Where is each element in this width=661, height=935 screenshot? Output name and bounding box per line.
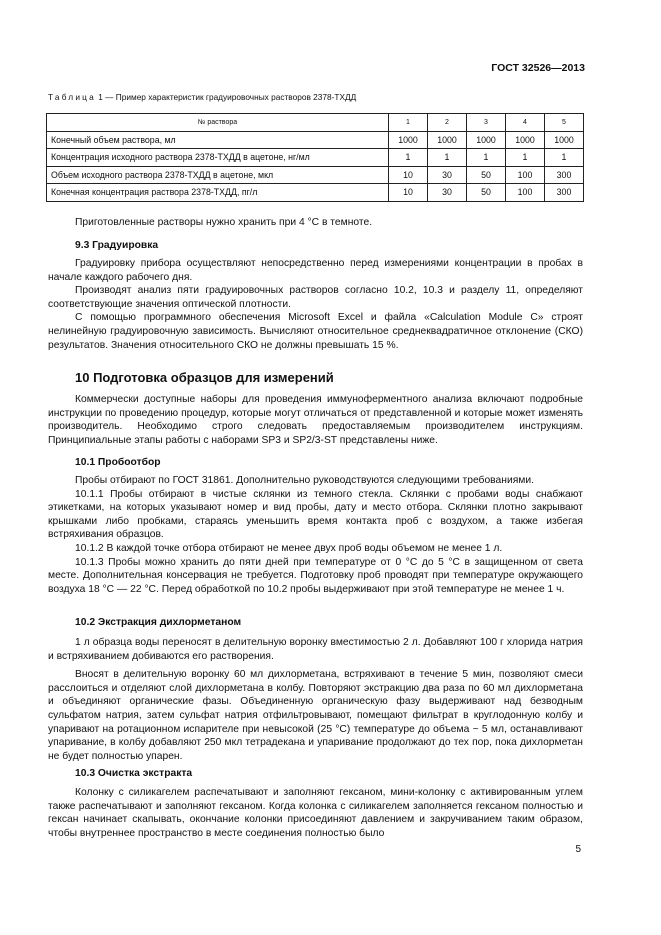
table-row (47, 149, 584, 167)
table-cell: 100 (506, 166, 545, 184)
paragraph: Вносят в делительную воронку 60 мл дихлорметана, встряхивают в течение 5 мин, позволяют смеси расслоиться и отделяют слой дихлорметана в колбу. Повторяют экстракцию два раза по 60 мл дихлорметана и объединяют органические фазы. Объединенную органическую фазу выдерживают над безводным сульфатом натрия, затем сульфат натрия отфильтровывают, помещают фильтрат в круглодонную колбу и упаривают на ротационном испарителе при невысокой (25 °С) температуре до объема ~ 5 мл, останавливают упаривание, в колбу добавляют 250 мкл тетрадекана и упаривание продолжают до тех пор, пока дихлорметан не будет полностью упарен. (48, 669, 583, 762)
table-cell: 10 (389, 184, 428, 202)
table-header-cell: 3 (467, 114, 506, 132)
table-caption (48, 92, 356, 102)
table-cell: 300 (545, 166, 584, 184)
section-10-1-body (48, 474, 583, 596)
section-heading-10-3: 10.3 Очистка экстракта (75, 768, 193, 779)
row-label: Конечный объем раствора, мл (47, 131, 389, 149)
paragraph: Коммерчески доступные наборы для проведения иммуноферментного анализа включают подробные инструкции по проведению процедур, которые могут отличаться от представленной и которые может изменять производитель. Необходимо строго следовать предоставляемым производителем инструкциям. Принципиальные этапы работы с наборами SP3 и SP2/3-ST представлены ниже. (48, 394, 583, 446)
table-cell: 10 (389, 166, 428, 184)
section-heading-9-3: 9.3 Градуировка (75, 240, 159, 251)
table-cell: 1000 (506, 131, 545, 149)
paragraph: С помощью программного обеспечения Microsoft Excel и файла «Calculation Module C» строят нелинейную градуировочную зависимость. Вычисляют относительное среднеквадратичное отклонение (СКО) результатов. Значения относительного СКО не должны превышать 15 %. (48, 312, 583, 351)
table-row (47, 184, 584, 202)
paragraph: Градуировку прибора осуществляют непосредственно перед измерениями концентрации в пробах в начале каждого рабочего дня. (48, 258, 583, 283)
table-caption-text: 1 — Пример характеристик градуировочных растворов 2378-ТХДД (98, 92, 357, 102)
paragraph: Пробы отбирают по ГОСТ 31861. Дополнительно руководствуются следующими требованиями. (75, 475, 534, 486)
table-cell: 50 (467, 166, 506, 184)
section-9-3-body (48, 257, 583, 352)
table-header-cell: 5 (545, 114, 584, 132)
section-10-3-body (48, 786, 583, 840)
table-row (47, 166, 584, 184)
table-caption-word: Таблица (48, 92, 96, 102)
table-cell: 1 (389, 149, 428, 167)
table-cell: 50 (467, 184, 506, 202)
row-label: Концентрация исходного раствора 2378-ТХДД в ацетоне, нг/мл (47, 149, 389, 167)
table-header-row (47, 114, 584, 132)
row-label: Конечная концентрация раствора 2378-ТХДД, пг/л (47, 184, 389, 202)
table-header-cell: 1 (389, 114, 428, 132)
table-cell: 300 (545, 184, 584, 202)
row-label: Объем исходного раствора 2378-ТХДД в ацетоне, мкл (47, 166, 389, 184)
paragraph: Производят анализ пяти градуировочных растворов согласно 10.2, 10.3 и разделу 11, определяют соответствующие значения оптической плотности. (48, 285, 583, 310)
paragraph: Колонку с силикагелем распечатывают и заполняют гексаном, мини-колонку с активированным углем также распечатывают и заполняют гексаном. Когда колонка с силикагелем заполняется гексаном полностью и гексан начинает скапывать, окончание колонки присоединяют давлением и закручиванием таким образом, чтобы внутреннее пространство в месте соединения полностью было (48, 787, 583, 839)
section-10-2-body (48, 636, 583, 763)
table-cell: 1 (428, 149, 467, 167)
table-header-cell: 4 (506, 114, 545, 132)
section-10-body (48, 393, 583, 447)
standard-code: ГОСТ 32526—2013 (491, 62, 585, 74)
section-heading-10: 10 Подготовка образцов для измерений (75, 370, 334, 385)
table-row (47, 131, 584, 149)
table-cell: 1 (545, 149, 584, 167)
table-cell: 1 (506, 149, 545, 167)
table-cell: 1000 (428, 131, 467, 149)
table-cell: 1000 (389, 131, 428, 149)
table-cell: 1000 (467, 131, 506, 149)
paragraph: 10.1.3 Пробы можно хранить до пяти дней при температуре от 0 °С до 5 °С в защищенном от света месте. Дополнительная консервация не требуется. Подготовку проб проводят при температуре окружающего воздуха 18 °С — 22 °С. Перед обработкой по 10.2 пробы выдерживают при этой температуре не менее 1 ч. (48, 556, 583, 595)
paragraph: 1 л образца воды переносят в делительную воронку вместимостью 2 л. Добавляют 100 г хлорида натрия и встряхиванием добиваются его растворения. (48, 637, 583, 662)
table-header-label: № раствора (47, 114, 389, 132)
paragraph: 10.1.1 Пробы отбирают в чистые склянки из темного стекла. Склянки с пробами воды снабжают этикетками, на которых указывают номер и вид пробы, дату и место отбора. Склянки плотно закрывают крышками либо пробками, стараясь уменьшить время контакта проб с воздухом, а также избегая встряхивания образцов. (48, 488, 583, 541)
table-cell: 1000 (545, 131, 584, 149)
table-cell: 1 (467, 149, 506, 167)
page-number: 5 (575, 844, 581, 855)
table-cell: 100 (506, 184, 545, 202)
table-cell: 30 (428, 166, 467, 184)
section-heading-10-2: 10.2 Экстракция дихлорметаном (75, 617, 242, 628)
table-cell: 30 (428, 184, 467, 202)
section-heading-10-1: 10.1 Пробоотбор (75, 457, 161, 468)
paragraph: 10.1.2 В каждой точке отбора отбирают не менее двух проб воды объемом не менее 1 л. (75, 542, 503, 554)
paragraph: Приготовленные растворы нужно хранить при 4 °С в темноте. (75, 217, 373, 228)
calibration-solutions-table (46, 113, 584, 202)
table-header-cell: 2 (428, 114, 467, 132)
storage-note (48, 216, 583, 230)
